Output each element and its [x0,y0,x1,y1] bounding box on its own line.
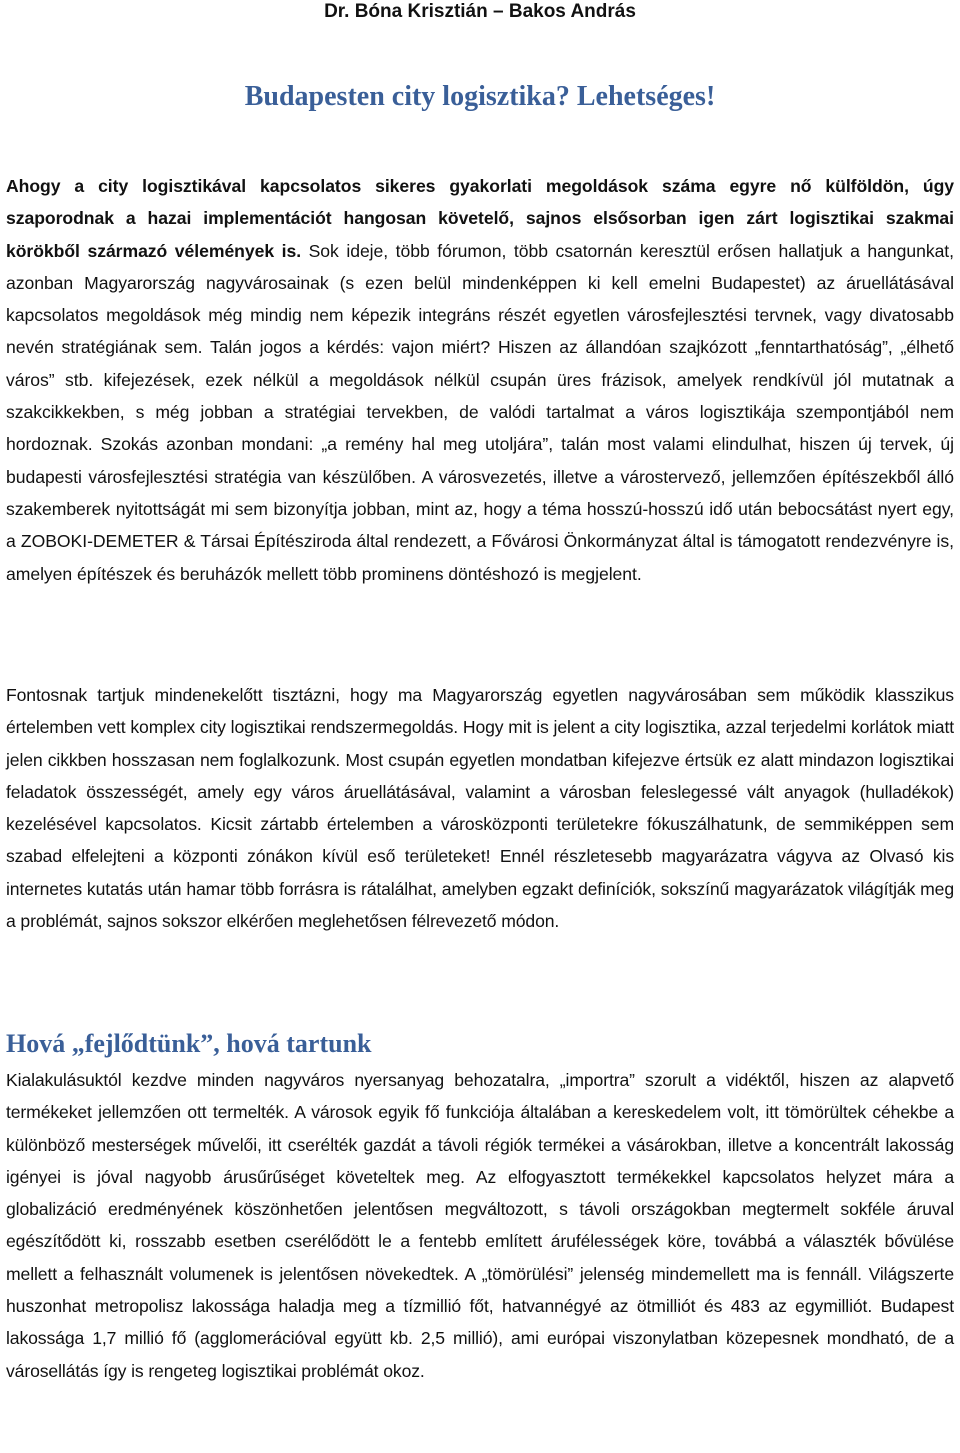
intro-text-part1: Ahogy a city logisztikával kapcsolatos sikeres gyakorlati megoldások száma egyre nő külföldön, úgy szaporodnak a hazai implementációt hangosan követelő, sajnos elsősorban igen zárt logisztikai [6,176,954,229]
author-line: Dr. Bóna Krisztián – Bakos András [324,1,636,22]
intro-text-part2: szakmai körökből származó vélemények is. [6,208,954,261]
body-paragraph-2: Kialakulásuktól kezdve minden nagyváros nyersanyag behozatalra, „importra” szorult a vidéktől, hiszen az alapvető termékeket jellemzően ott termelték. A városok egyik fő funkciója általában a kereskedelem volt, itt tömörültek céhekbe a különböző mesterségek művelői, itt cserélték gazdát a távoli régiók termékei a vásárokban, illetve a koncentrált lakosság igényei is jóval nagyobb árusűrűséget követeltek meg. Az elfogyasztott termékekkel kapcsolatos helyzet mára a globalizáció eredményének köszönhetően jelentősen megváltozott, s távoli országokban megtermelt sokféle áruval egészítődött ki, rosszabb esetben cserélődött le a fentebb említett árufélességek köre, továbbá a választék bővülése mellett a felhasznált volumenek is jelentősen növekedtek. A „tömörülési” jelenség mindemellett ma is fennáll. Világszerte huszonhat metropolisz lakossága haladja meg a tízmillió főt, hatvannégyé az ötmilliót és 483 az egymilliót. Budapest lakossága 1,7 millió fő (agglomerációval együtt kb. 2,5 millió), ami európai viszonylatban közepesnek mondható, de a városellátás így is rengeteg logisztikai problémát okoz. [6,1070,954,1381]
section-heading: Hová „fejlődtünk”, hová tartunk [6,1029,372,1058]
article-title: Budapesten city logisztika? Lehetséges! [244,81,716,112]
intro-text-part3: Sok ideje, több fórumon, több csatornán keresztül erősen hallatjuk a hangunkat, azonban Magyarország nagyvárosainak (s ezen belül mindenképpen ki kell emelni Budapestet) az áruellátásával kapcsolatos megoldások még mindig nem képezik integráns részét egyetlen városfejlesztési tervnek, vagy divatosabb nevén stratégiának sem. Talán jogos a kérdés: vajon miért? Hiszen az állandóan szajkózott „fenntarthatóság”, „élhető város” stb. kifejezések, ezek nélkül a megoldások nélkül csupán üres frázisok, amelyek rendkívül jól mutatnak a szakcikkekben, s még jobban a stratégiai tervekben, de valódi tartalmat a város logisztikája szempontjából nem hordoznak. Szokás azonban mondani: „a remény hal meg utoljára”, talán most valami elindulhat, hiszen új tervek, új budapesti városfejlesztési stratégia van készülőben. A városvezetés, illetve a várostervező, jellemzően építészekből álló szakemberek nyitottságát mi sem bizonyítja jobban, mint az, hogy a téma hosszú-hosszú idő után bebocsátást nyert egy, a ZOBOKI-DEMETER & Társai Építésziroda által rendezett, a Fővárosi Önkormányzat által is támogatott rendezvényre is, amelyen építészek és beruházók mellett több prominens döntéshozó is megjelent. [6,240,954,584]
body-paragraph-1: Fontosnak tartjuk mindenekelőtt tisztázni, hogy ma Magyarország egyetlen nagyvárosában sem működik klasszikus értelemben vett komplex city logisztikai rendszermegoldás. Hogy mit is jelent a city logisztika, azzal terjedelmi korlátok miatt jelen cikkben hosszasan nem foglalkozunk. Most csupán egyetlen mondatban kifejezve értsük ez alatt mindazon logisztikai feladatok összességét, amely egy város áruellátásával, valamint a városban feleslegessé vált anyagok (hulladékok) kezelésével kapcsolatos. Kicsit zártabb értelemben a városközponti területekre fókuszálhatunk, de semmiképpen sem szabad elfelejteni a központi zónákon kívül eső területeket! Ennél részletesebb magyarázatra vágyva az Olvasó kis internetes kutatás után hamar több forrásra is rátalálhat, amelyben egzakt definíciók, sokszínű magyarázatok világítják meg a problémát, sajnos sokszor elkérően meglehetősen félrevezető módon. [6,685,954,932]
intro-paragraph [6,170,954,590]
